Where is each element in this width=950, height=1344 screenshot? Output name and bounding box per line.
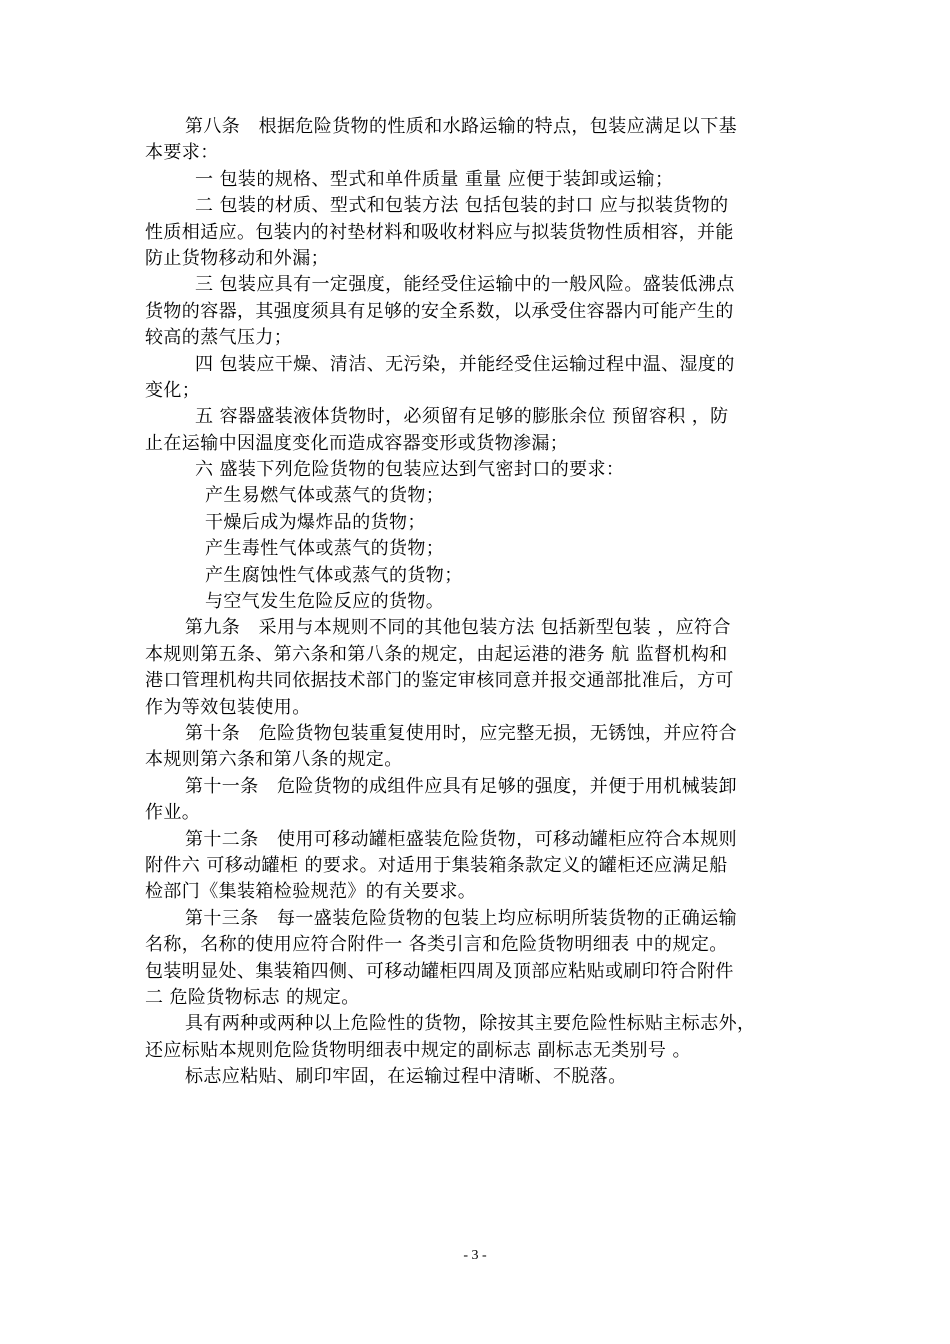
text-line: 本要求：	[145, 142, 219, 164]
text-line: 性质相适应。包装内的衬垫材料和吸收材料应与拟装货物性质相容，并能	[145, 221, 734, 243]
page-number: - 3 -	[463, 1248, 487, 1263]
text-line: 产生易燃气体或蒸气的货物；	[205, 485, 445, 507]
text-line: 产生腐蚀性气体或蒸气的货物；	[205, 564, 463, 586]
text-line: 变化；	[145, 379, 201, 401]
text-line: 第十三条 每一盛装危险货物的包装上均应标明所装货物的正确运输	[185, 907, 737, 929]
text-line: 检部门《集装箱检验规范》的有关要求。	[145, 881, 477, 903]
document-body	[145, 114, 805, 1090]
text-line: 三 包装应具有一定强度，能经受住运输中的一般风险。盛装低沸点	[195, 274, 735, 296]
text-line: 较高的蒸气压力；	[145, 327, 293, 349]
text-line: 作为等效包装使用。	[145, 696, 311, 718]
text-line: 第八条 根据危险货物的性质和水路运输的特点，包装应满足以下基	[185, 116, 737, 137]
text-line: 第十二条 使用可移动罐柜盛装危险货物，可移动罐柜应符合本规则	[185, 828, 737, 850]
text-line: 二 包装的材质、型式和包装方法 包括包装的封口 应与拟装货物的	[195, 195, 729, 217]
text-line: 四 包装应干燥、清洁、无污染，并能经受住运输过程中温、湿度的	[195, 353, 735, 375]
text-line: 港口管理机构共同依据技术部门的鉴定审核同意并报交通部批准后，方可	[145, 670, 734, 692]
text-line: 第十条 危险货物包装重复使用时，应完整无损，无锈蚀，并应符合	[185, 722, 737, 744]
text-line: 附件六 可移动罐柜 的要求。对适用于集装箱条款定义的罐柜还应满足船	[145, 854, 728, 876]
text-line: 第九条 采用与本规则不同的其他包装方法 包括新型包装 ，应符合	[185, 617, 731, 639]
text-line: 本规则第五条、第六条和第八条的规定，由起运港的港务 航 监督机构和	[145, 643, 728, 665]
text-line: 与空气发生危险反应的货物。	[205, 591, 445, 613]
text-line: 六 盛装下列危险货物的包装应达到气密封口的要求：	[195, 459, 625, 481]
text-line: 作业。	[145, 802, 201, 824]
text-line: 止在运输中因温度变化而造成容器变形或货物渗漏；	[145, 432, 569, 454]
text-line: 五 容器盛装液体货物时，必须留有足够的膨胀余位 预留容积 ，防	[195, 406, 729, 428]
text-line: 防止货物移动和外漏；	[145, 247, 329, 269]
text-line: 二 危险货物标志 的规定。	[145, 986, 360, 1008]
text-line: 产生毒性气体或蒸气的货物；	[205, 538, 445, 560]
text-line: 包装明显处、集装箱四侧、可移动罐柜四周及顶部应粘贴或刷印符合附件	[145, 960, 734, 982]
text-line: 本规则第六条和第八条的规定。	[145, 749, 403, 771]
text-line: 干燥后成为爆炸品的货物；	[205, 511, 426, 533]
text-line: 一 包装的规格、型式和单件质量 重量 应便于装卸或运输；	[195, 168, 674, 190]
text-line: 标志应粘贴、刷印牢固，在运输过程中清晰、不脱落。	[185, 1066, 627, 1088]
text-line: 还应标贴本规则危险货物明细表中规定的副标志 副标志无类别号 。	[145, 1039, 691, 1061]
text-line: 名称，名称的使用应符合附件一 各类引言和危险货物明细表 中的规定。	[145, 934, 728, 956]
text-line: 具有两种或两种以上危险性的货物，除按其主要危险性标贴主标志外，	[185, 1013, 756, 1035]
text-line: 货物的容器，其强度须具有足够的安全系数，以承受住容器内可能产生的	[145, 300, 734, 322]
text-line: 第十一条 危险货物的成组件应具有足够的强度，并便于用机械装卸	[185, 775, 737, 797]
